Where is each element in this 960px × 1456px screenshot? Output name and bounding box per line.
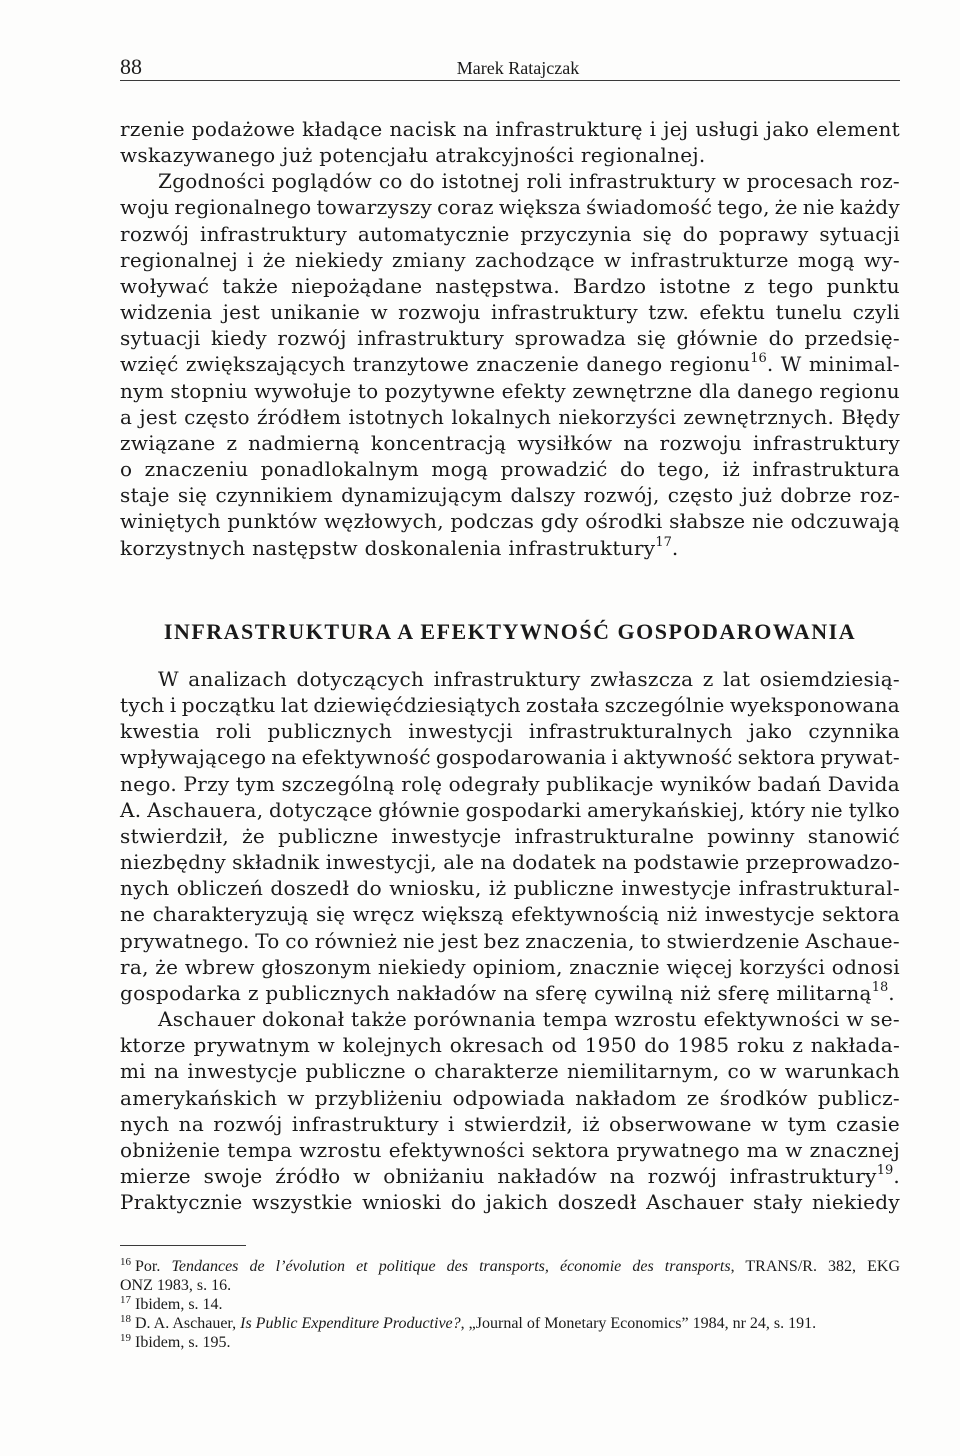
text-run: , TRANS/R. 382, EKG (730, 1258, 901, 1275)
text-line (120, 116, 900, 142)
text-line (120, 1137, 900, 1163)
text-run: . W minimal- (766, 352, 900, 377)
footnote (120, 1333, 900, 1352)
text-run: Aschauer dokonał także porównania tempa wzrostu efektywności w se- (158, 1007, 900, 1032)
text-line (120, 744, 900, 770)
footnote-reference: 18 (871, 979, 889, 995)
text-line (120, 875, 900, 901)
footnote-reference: 17 (655, 534, 672, 550)
text-line (120, 482, 900, 508)
text-run: nych obliczeń doszedł do wniosku, iż publiczne inwestycje infrastruktural- (120, 876, 900, 901)
text-line (120, 1163, 900, 1189)
footnote-number: 18 (120, 1313, 131, 1325)
footnote (120, 1314, 900, 1333)
text-line (120, 1276, 900, 1295)
footnote-number: 16 (120, 1256, 131, 1268)
footnote-reference: 19 (876, 1162, 894, 1178)
text-run: korzystnych następstw doskonalenia infrastruktury (120, 535, 656, 560)
text-run: staje się czynnikiem dynamizującym dalszy rozwój, często już dobrze roz- (120, 483, 900, 508)
text-run: ktorze prywatnym w kolejnych okresach od 1950 do 1985 roku z nakłada- (120, 1033, 900, 1058)
text-line (120, 901, 900, 927)
text-line (120, 849, 900, 875)
text-run: prywatnego. To co również nie jest bez znaczenia, to stwierdzenie Aschaue- (120, 928, 900, 953)
text-run: tych i początku lat dziewięćdziesiątych została szczególnie wyeksponowana (120, 693, 900, 718)
text-line (120, 221, 900, 247)
section-heading: INFRASTRUKTURA A EFEKTYWNOŚĆ GOSPODAROWANIA (163, 619, 857, 644)
text-line (120, 430, 900, 456)
text-run: wpływającego na efektywność gospodarowania i aktywność sektora prywat- (120, 745, 900, 770)
text-line (120, 299, 900, 325)
text-run: Por. (135, 1258, 172, 1275)
text-line (120, 1085, 900, 1111)
text-run: winiętych punktów węzłowych, podczas gdy ośrodki słabsze nie odczuwają (120, 509, 900, 534)
text-run: woju regionalnego towarzyszy coraz większa świadomość tego, że nie każdy (120, 195, 900, 220)
text-run: związane z nadmierną koncentracją wysiłków na rozwoju infrastruktury (120, 430, 900, 455)
text-line (120, 1314, 900, 1333)
text-line (120, 666, 900, 692)
text-line (120, 456, 900, 482)
text-line (120, 692, 900, 718)
text-run: wskazywanego już potencjału atrakcyjności regionalnej. (120, 143, 706, 168)
text-run: Ibidem, s. 195. (135, 1334, 231, 1351)
text-line (120, 771, 900, 797)
text-line (120, 351, 900, 377)
footnote-divider (120, 1245, 246, 1246)
text-run: mierze swoje źródło w obniżaniu nakładów na rozwój infrastruktury (120, 1163, 877, 1188)
text-run: ra, że wbrew głoszonym niekiedy opiniom, znacznie więcej korzyści odnosi (120, 954, 900, 979)
text-run: kwestia roli publicznych inwestycji infrastrukturalnych jako czynnika (120, 719, 900, 744)
paragraph (120, 1006, 900, 1215)
text-line (120, 954, 900, 980)
text-line (120, 1058, 900, 1084)
text-line (120, 718, 900, 744)
text-run: obniżenie tempa wzrostu efektywności sektora prywatnego ma w znacznej (120, 1137, 900, 1162)
text-line (120, 378, 900, 404)
body-section (120, 666, 900, 1215)
paragraph (120, 666, 900, 1006)
text-run: wzięć zwiększających tranzytowe znaczenie danego regionu (120, 352, 751, 377)
page-number: 88 (120, 54, 142, 79)
paragraph (120, 116, 900, 168)
text-run: rzenie podażowe kładące nacisk na infrastrukturę i jej usługi jako element (120, 117, 900, 141)
footnote-number: 19 (120, 1332, 131, 1344)
text-line (120, 1257, 900, 1276)
footnote-reference: 16 (750, 351, 767, 367)
text-run: stwierdził, że publiczne inwestycje infrastrukturalne powinny stanowić (120, 823, 900, 848)
paragraph (120, 168, 900, 560)
text-line (120, 980, 900, 1006)
text-line (120, 508, 900, 534)
text-run: Ibidem, s. 14. (135, 1296, 223, 1313)
text-line (120, 928, 900, 954)
text-run: amerykańskich w przybliżeniu odpowiada nakładom ze środków publicz- (120, 1085, 900, 1110)
footnote (120, 1295, 900, 1314)
text-run: D. A. Aschauer, (135, 1315, 241, 1332)
text-run: nym stopniu wywołuje to pozytywne efekty zewnętrzne dla danego regionu (120, 378, 900, 403)
text-line (120, 1032, 900, 1058)
text-run: . (671, 535, 679, 560)
text-run: niezbędny składnik inwestycji, ale na dodatek na podstawie przeprowadzo- (120, 850, 900, 875)
text-run: sytuacji kiedy rozwój infrastruktury sprowadza się głównie do przedsię- (120, 326, 900, 351)
text-line (120, 535, 900, 561)
footnote-number: 17 (120, 1294, 131, 1306)
text-line (120, 325, 900, 351)
text-run: rozwój infrastruktury automatycznie przyczynia się do poprawy sytuacji (120, 221, 900, 246)
running-head: Marek Ratajczak (456, 58, 580, 78)
text-line (120, 404, 900, 430)
text-run: A. Aschauera, dotyczące głównie gospodarki amerykańskiej, który nie tylko (120, 797, 900, 822)
text-run: nego. Przy tym szczególną rolę odegrały publikacje wyników badań Davida (120, 771, 900, 796)
italic-title: Tendances de l’évolution et politique des transports, économie des transports (171, 1258, 731, 1275)
text-run: Zgodności poglądów co do istotnej roli infrastruktury w procesach roz- (158, 169, 900, 194)
text-run: gospodarka z publicznych nakładów na sferę cywilną niż sferę militarną (120, 980, 872, 1005)
body-section (120, 116, 900, 561)
text-line (120, 1295, 900, 1314)
text-line (120, 1006, 900, 1032)
text-run: o znaczeniu ponadlokalnym mogą prowadzić do tego, iż infrastruktura (120, 457, 900, 482)
text-line (120, 823, 900, 849)
text-run: Praktycznie wszystkie wnioski do jakich doszedł Aschauer stały niekiedy (120, 1190, 900, 1215)
text-line (120, 247, 900, 273)
text-line (120, 1111, 900, 1137)
text-line (120, 273, 900, 299)
text-line (120, 797, 900, 823)
text-run: nych na rozwój infrastruktury i stwierdził, iż obserwowane w tym czasie (120, 1111, 900, 1136)
text-line (120, 1189, 900, 1215)
text-run: widzenia jest unikanie w rozwoju infrastruktury tzw. efektu tunelu czyli (120, 300, 900, 325)
text-run: , „Journal of Monetary Economics” 1984, nr 24, s. 191. (460, 1315, 817, 1332)
footnotes (120, 1257, 900, 1352)
text-run: . (888, 980, 895, 1005)
text-run: . (893, 1163, 900, 1188)
text-run: W analizach dotyczących infrastruktury zwłaszcza z lat osiemdziesią- (158, 667, 900, 691)
text-line (120, 194, 900, 220)
text-run: mi na inwestycje publiczne o charakterze niemilitarnym, co w warunkach (120, 1059, 900, 1084)
text-run: woływać także niepożądane następstwa. Bardzo istotne z tego punktu (120, 273, 900, 298)
footnote (120, 1257, 900, 1295)
text-line (120, 142, 900, 168)
text-run: regionalnej i że niekiedy zmiany zachodzące w infrastrukturze mogą wy- (120, 247, 900, 272)
italic-title: Is Public Expenditure Productive? (240, 1315, 461, 1332)
text-run: ne charakteryzują się wręcz większą efektywnością niż inwestycje sektora (120, 902, 900, 927)
text-run: a jest często źródłem istotnych lokalnych niekorzyści zewnętrznych. Błędy (120, 404, 900, 429)
text-line (120, 1333, 900, 1352)
header-rule (120, 80, 900, 81)
text-line (120, 168, 900, 194)
text-run: ONZ 1983, s. 16. (120, 1277, 232, 1294)
